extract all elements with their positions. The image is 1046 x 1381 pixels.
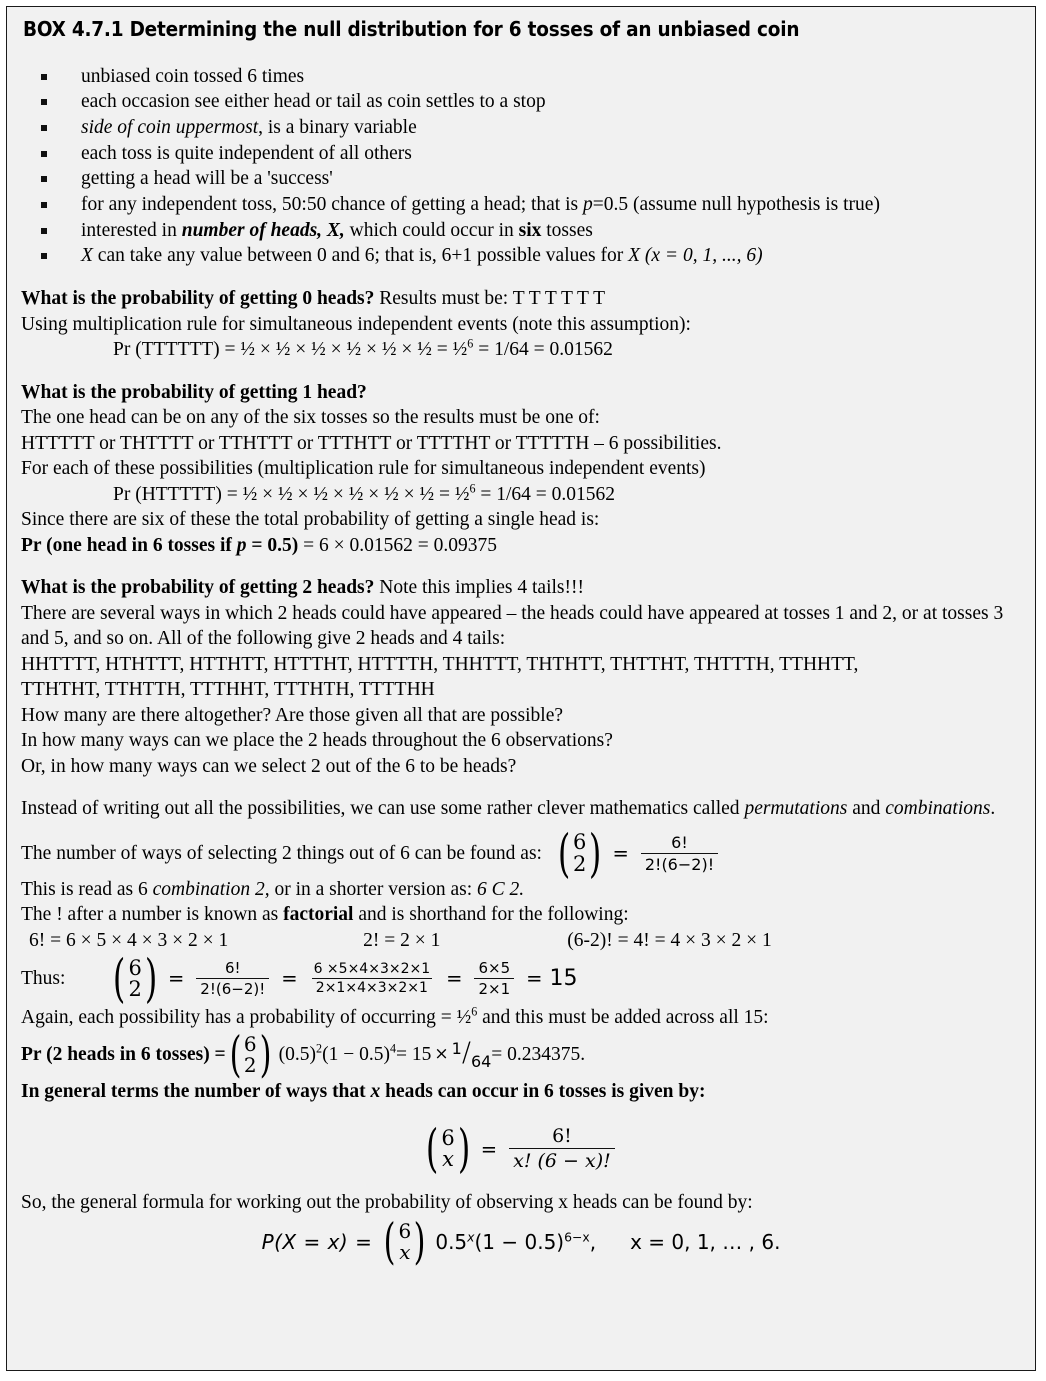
combo-read-b: or in a shorter version as:	[269, 878, 478, 900]
fraction-numerator: 6 ×5×4×3×2×1	[313, 960, 431, 977]
square-bullet-icon	[41, 74, 47, 80]
left-paren-icon: (	[113, 949, 126, 1010]
combo-thus-row	[21, 949, 1021, 1010]
q1-line3: For each of these possibilities (multiplication rule for simultaneous independent events)	[21, 458, 706, 480]
combo-intro-b: and	[847, 798, 886, 820]
multiplication-sign: ×	[434, 1043, 449, 1064]
again-half-exp: 6	[471, 1004, 478, 1019]
q0-results-label: Results must be:	[379, 288, 509, 310]
q1-line2: HTTTTT or THTTTT or TTHTTT or TTTHTT or TTTTHT or TTTTTH – 6 possibilities.	[21, 432, 722, 454]
q2-heading: What is the probability of getting 2 heads?	[21, 577, 375, 599]
list-item	[21, 141, 1021, 167]
combo-intro-combinations: combinations	[885, 798, 991, 820]
final-rhs-a-base: 0.5	[435, 1229, 468, 1254]
right-paren-icon: )	[259, 1025, 272, 1083]
square-bullet-icon	[41, 253, 47, 259]
final-rhs-a-exp: x	[467, 1229, 475, 1245]
factorial-2: 2! = 2 × 1	[363, 929, 441, 951]
list-item	[21, 192, 1021, 218]
q0-calculation	[21, 337, 1021, 363]
sfrac-denominator: 64	[470, 1051, 492, 1071]
q1-calc-halves: ½ × ½ × ½ × ½ × ½ × ½ =	[242, 483, 455, 505]
binom-top: 6	[573, 830, 587, 855]
binom-column	[441, 1125, 455, 1172]
general-formula-row	[422, 1119, 620, 1180]
equals-sign-3: =	[446, 967, 463, 991]
binomial-coefficient-6-2-thus	[109, 949, 161, 1010]
q0-results: T T T T T T	[512, 288, 606, 310]
combo-factorial-examples	[21, 928, 1021, 954]
q1-calc-tail: = 1/64 = 0.01562	[475, 483, 616, 505]
combo-intro-a: Instead of writing out all the possibilities, we can use some rather clever mathematics called	[21, 798, 745, 820]
combo-factorial-line	[21, 902, 1021, 928]
right-paren-icon: )	[144, 949, 158, 1010]
list-item	[21, 89, 1021, 115]
box-container	[6, 6, 1036, 1371]
binom-top: 6	[398, 1219, 412, 1244]
binomial-coefficient-6-2	[554, 823, 606, 884]
fraction-denominator: 2×1	[474, 978, 514, 998]
again-line	[21, 1005, 1021, 1031]
q1-heading: What is the probability of getting 1 head?	[21, 381, 367, 403]
pr-expr-a-base: (0.5)	[278, 1043, 317, 1065]
left-paren-icon: (	[229, 1025, 242, 1083]
binom-column	[573, 832, 586, 875]
final-rhs-b-base: (1 − 0.5)	[474, 1229, 565, 1254]
q1-calc-pow-base: ½	[454, 483, 470, 505]
q0-rule-line: Using multiplication rule for simultaneous independent events (note this assumption):	[21, 313, 691, 335]
box-title: BOX 4.7.1 Determining the null distribution for 6 tosses of an unbiased coin	[23, 17, 800, 41]
q2-question-c: Or, in how many ways can we select 2 out of the 6 to be heads?	[21, 755, 517, 777]
fraction-denominator: x! (6 − x)!	[509, 1148, 615, 1172]
combo-read-line	[21, 877, 1021, 903]
list-item	[21, 115, 1021, 141]
pr-expr-c: = 15	[396, 1043, 432, 1065]
bullet-text: each toss is quite independent of all others	[81, 142, 412, 164]
binomial-coefficient-6-2-pr	[226, 1025, 275, 1083]
binomial-coefficient-6-x-final	[380, 1212, 429, 1270]
pr-expr-b	[322, 1042, 396, 1068]
bullet-text: for any independent toss, 50:50 chance of getting a head; that is p=0.5 (assume null hypothesis is true)	[81, 194, 880, 216]
fraction-numerator: 6!	[552, 1125, 572, 1148]
list-item	[21, 243, 1021, 269]
pr-expr-b-exp: 4	[389, 1041, 397, 1056]
bullet-text: getting a head will be a 'success'	[81, 168, 333, 190]
binom-top: 6	[243, 1032, 257, 1057]
q0-calc-pow-exp: 6	[467, 336, 474, 351]
right-paren-icon: )	[589, 823, 602, 884]
q1-calc-pow-exp: 6	[469, 481, 476, 496]
binom-bottom: x	[399, 1239, 411, 1264]
q2-sequences-line-2: TTHTHT, TTHTTH, TTTHHT, TTTHTH, TTTTHH	[21, 679, 435, 701]
final-rhs-b-exp: 6−x	[564, 1229, 590, 1245]
q0-calc-tail: = 1/64 = 0.01562	[473, 339, 613, 361]
equals-sign-1: =	[167, 967, 185, 991]
combo-read-short: 6 C 2.	[477, 878, 525, 900]
general-heading	[21, 1079, 1021, 1105]
equals-sign-4: =	[526, 967, 543, 991]
fraction-denominator: 2×1×4×3×2×1	[312, 978, 432, 997]
q0-calc-prefix: Pr (TTTTTT) =	[113, 339, 241, 361]
final-rhs-b	[475, 1230, 590, 1254]
q0-calc-halves: ½ × ½ × ½ × ½ × ½ × ½ =	[240, 339, 453, 361]
right-paren-icon: )	[457, 1119, 470, 1180]
fraction-denominator: 2!(6−2)!	[641, 853, 718, 874]
q2-heading-note: Note this implies 4 tails!!!	[374, 577, 584, 599]
assumptions-bullet-list	[21, 64, 1021, 270]
binom-bottom: 2	[128, 977, 142, 1002]
q1-result-label-a: Pr (one head in 6 tosses if	[21, 534, 237, 556]
binom-bottom: 2	[243, 1052, 257, 1077]
general-heading-x: x	[370, 1080, 381, 1102]
sfrac-numerator: 1	[451, 1038, 462, 1058]
combo-fact-bold: factorial	[283, 904, 354, 926]
q2-question-a: How many are there altogether? Are those given all that are possible?	[21, 704, 564, 726]
combo-select-row	[21, 823, 1021, 884]
pr-expr-a-exp: 2	[316, 1041, 323, 1056]
q1-result-label-b: = 0.5)	[246, 534, 299, 556]
q1-result-value: = 6 × 0.01562 = 0.09375	[298, 534, 498, 556]
list-item	[21, 166, 1021, 192]
right-paren-icon: )	[413, 1212, 426, 1270]
combo-fact-b: and is shorthand for the following:	[353, 904, 629, 926]
pr-2heads-row	[21, 1025, 1021, 1083]
sfrac-slash-icon: /	[461, 1036, 471, 1068]
general-fraction	[509, 1126, 615, 1173]
final-lhs: P(X = x) =	[261, 1229, 373, 1254]
pr-2heads-label: Pr (2 heads in 6 tosses) =	[21, 1043, 226, 1065]
square-bullet-icon	[41, 202, 47, 208]
q1-result-label-p: p	[236, 534, 247, 556]
bullet-text: interested in number of heads, X, which could occur in six tosses	[81, 219, 593, 241]
combo-read-italic: combination 2,	[152, 878, 270, 900]
final-domain: x = 0, 1, … , 6.	[630, 1229, 781, 1254]
combo-read-a: This is read as 6	[21, 878, 153, 900]
fraction-numerator: 6!	[224, 959, 241, 978]
general-heading-b: heads can occur in 6 tosses is given by:	[380, 1080, 706, 1102]
q1-line4: Since there are six of these the total probability of getting a single head is:	[21, 509, 600, 531]
fraction-numerator: 6×5	[478, 959, 511, 978]
final-formula-display	[21, 1212, 1021, 1270]
square-bullet-icon	[41, 125, 47, 131]
combo-intro-c: .	[990, 798, 996, 820]
binom-top: 6	[441, 1125, 455, 1150]
combo-select-label: The number of ways of selecting 2 things out of 6 can be found as:	[21, 842, 542, 864]
bullet-text: unbiased coin tossed 6 times	[81, 65, 305, 87]
q0-calc-pow-base: ½	[452, 339, 468, 361]
left-paren-icon: (	[383, 1212, 396, 1270]
again-half: ½	[456, 1007, 472, 1029]
binom-column	[398, 1221, 411, 1262]
q1-calc-prefix: Pr (HTTTTT) =	[113, 483, 243, 505]
fraction-denominator: 2!(6−2)!	[196, 978, 269, 998]
final-lead-line: So, the general formula for working out the probability of observing x heads can be found by:	[21, 1191, 753, 1213]
combo-fact-a: The ! after a number is known as	[21, 904, 284, 926]
q2-paragraph: There are several ways in which 2 heads could have appeared – the heads could have appeared at tosses 1 and 2, or at tosses 3 and 5, and so on. All of the following give 2 heads and 4 tails:	[21, 602, 1004, 650]
binomial-coefficient-6-x	[422, 1119, 474, 1180]
q2-sequences-line-1: HHTTTT, HTHTTT, HTTHTT, HTTTHT, HTTTTH, THHTTT, THTHTT, THTTHT, THTTTH, TTHHTT,	[21, 653, 859, 675]
binom-column	[128, 955, 142, 1002]
q1-calculation	[21, 482, 1021, 508]
factorial-6: 6! = 6 × 5 × 4 × 3 × 2 × 1	[29, 929, 229, 951]
thus-fraction-3	[474, 960, 514, 998]
q2-heading-line	[21, 575, 1021, 601]
list-item	[21, 218, 1021, 244]
combo-intro	[21, 796, 1021, 822]
square-bullet-icon	[41, 99, 47, 105]
bullet-text: each occasion see either head or tail as coin settles to a stop	[81, 91, 546, 113]
square-bullet-icon	[41, 228, 47, 234]
thus-label: Thus:	[21, 968, 66, 990]
q0-heading-line	[21, 286, 1021, 312]
thus-fraction-2	[310, 962, 435, 997]
pr-expr-a	[279, 1042, 322, 1068]
binom-column	[244, 1034, 257, 1075]
combo-intro-permutations: permutations	[744, 798, 848, 820]
factorial-6-minus-2: (6-2)! = 4! = 4 × 3 × 2 × 1	[567, 929, 772, 951]
binom-bottom: x	[442, 1147, 454, 1172]
bullet-text: side of coin uppermost, is a binary variable	[81, 116, 417, 138]
equals-sign: =	[480, 1137, 498, 1161]
q0-heading: What is the probability of getting 0 heads?	[21, 288, 375, 310]
binom-top: 6	[128, 955, 142, 980]
equals-sign: =	[612, 841, 629, 865]
binom-bottom: 2	[573, 851, 587, 876]
q1-result-line	[21, 533, 1021, 559]
equals-sign-2: =	[281, 967, 298, 991]
thus-fraction-1	[196, 960, 269, 998]
square-bullet-icon	[41, 151, 47, 157]
final-rhs-a	[435, 1230, 474, 1254]
q2-question-b: In how many ways can we place the 2 heads throughout the 6 observations?	[21, 730, 613, 752]
again-b: and this must be added across all 15:	[477, 1007, 769, 1029]
list-item	[21, 64, 1021, 90]
final-comma: ,	[589, 1229, 597, 1254]
pr-expr-b-base: (1 − 0.5)	[322, 1043, 390, 1065]
fraction-numerator: 6!	[671, 832, 688, 852]
general-formula-display	[21, 1119, 1021, 1180]
q1-line1: The one head can be on any of the six tosses so the results must be one of:	[21, 407, 600, 429]
slanted-fraction-1-over-64	[452, 1036, 492, 1074]
final-formula-row	[261, 1212, 781, 1270]
square-bullet-icon	[41, 176, 47, 182]
bullet-text: X can take any value between 0 and 6; that is, 6+1 possible values for X (x = 0, 1, ..., 6)	[81, 245, 763, 267]
thus-result: 15	[549, 966, 578, 992]
general-heading-a: In general terms the number of ways that	[21, 1080, 371, 1102]
again-a: Again, each possibility has a probability of occurring =	[21, 1007, 457, 1029]
left-paren-icon: (	[426, 1119, 439, 1180]
fraction-6fact-over-2fact	[641, 834, 718, 874]
pr-expr-d: = 0.234375.	[491, 1043, 586, 1065]
left-paren-icon: (	[557, 823, 571, 884]
